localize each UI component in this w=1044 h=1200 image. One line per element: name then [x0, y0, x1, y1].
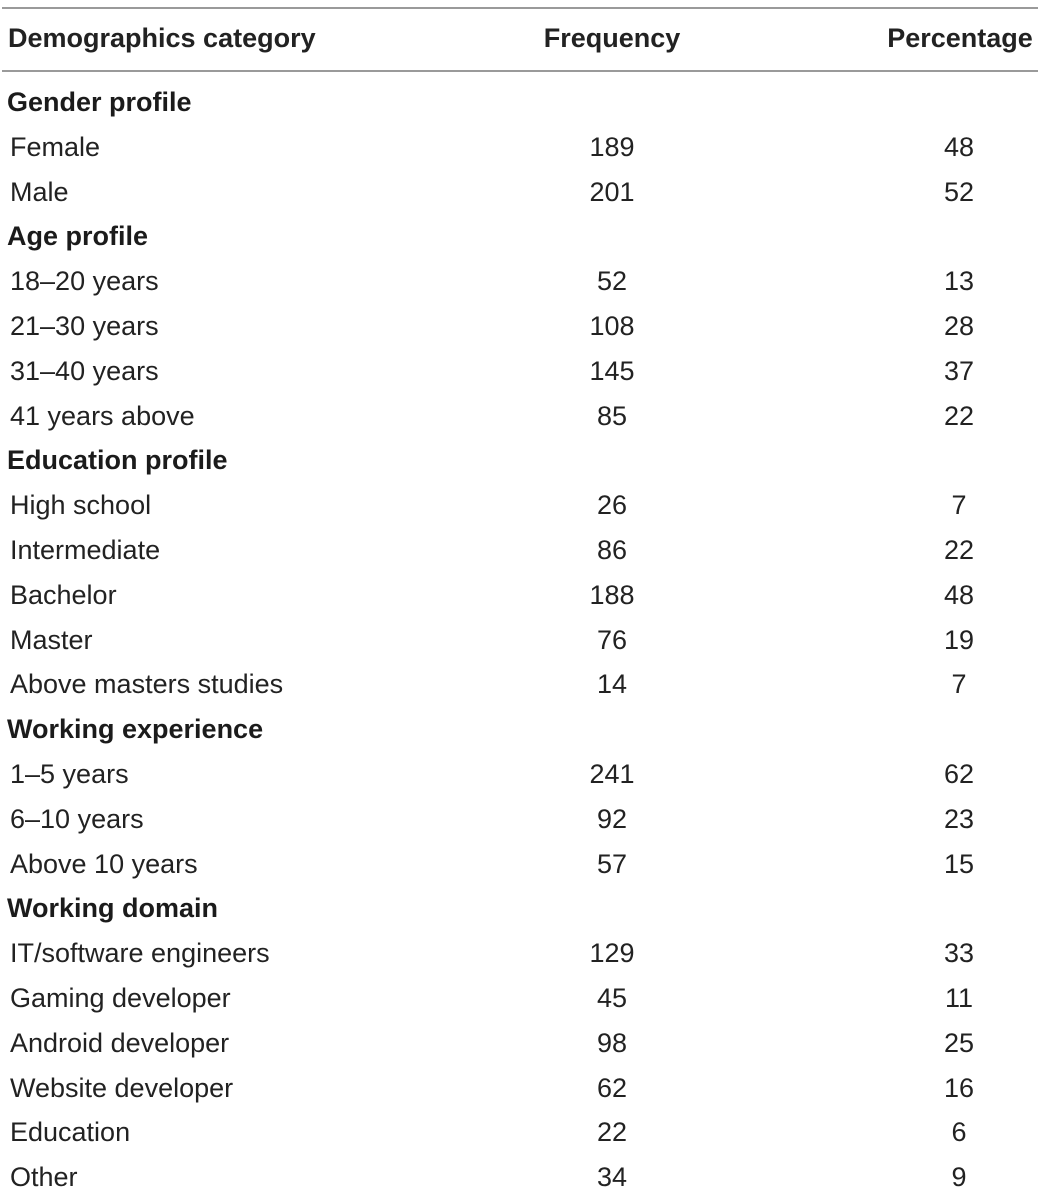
category-cell: High school: [10, 490, 152, 521]
table-body: [0, 80, 1044, 1193]
category-cell: Education: [10, 1117, 131, 1148]
frequency-cell: 201: [589, 176, 635, 207]
frequency-cell: 92: [596, 803, 628, 834]
frequency-cell: 108: [589, 311, 635, 341]
percentage-cell: 13: [943, 266, 975, 297]
table-row: [0, 1021, 1044, 1066]
category-cell: Master: [10, 624, 93, 655]
frequency-cell: 86: [596, 535, 628, 565]
table-row: [0, 259, 1044, 304]
table-row: [0, 1066, 1044, 1111]
table-row: [0, 618, 1044, 663]
table-header-row: [0, 16, 1044, 61]
frequency-cell: 22: [596, 1117, 628, 1148]
table-row: [0, 170, 1044, 215]
section-title: Age profile: [7, 221, 149, 252]
percentage-cell: 48: [943, 579, 975, 610]
header-frequency: Frequency: [543, 23, 681, 53]
category-cell: Female: [10, 131, 101, 162]
section-header-row: [0, 886, 1044, 931]
frequency-cell: 241: [589, 759, 635, 789]
frequency-cell: 34: [596, 1162, 628, 1193]
table-top-rule: [2, 7, 1038, 9]
category-cell: 1–5 years: [10, 759, 129, 789]
section-title: Working experience: [7, 714, 264, 745]
percentage-cell: 52: [943, 176, 975, 207]
category-cell: Gaming developer: [10, 983, 231, 1013]
header-percentage: Percentage: [887, 23, 1033, 53]
table-row: [0, 304, 1044, 349]
category-cell: Intermediate: [10, 535, 161, 565]
section-title: Education profile: [7, 445, 228, 476]
table-row: [0, 349, 1044, 394]
category-cell: Other: [10, 1162, 78, 1193]
category-cell: Above masters studies: [10, 669, 284, 700]
section-title: Working domain: [7, 893, 219, 924]
frequency-cell: 189: [589, 131, 635, 162]
frequency-cell: 62: [596, 1072, 628, 1103]
percentage-cell: 25: [943, 1027, 975, 1058]
percentage-cell: 22: [943, 535, 975, 565]
percentage-cell: 33: [943, 938, 975, 969]
frequency-cell: 26: [596, 490, 628, 521]
frequency-cell: 188: [589, 579, 635, 610]
table-row: [0, 1155, 1044, 1200]
table-row: [0, 125, 1044, 170]
category-cell: 41 years above: [10, 400, 195, 431]
percentage-cell: 23: [943, 803, 975, 834]
table-row: [0, 797, 1044, 842]
table-row: [0, 976, 1044, 1021]
percentage-cell: 48: [943, 131, 975, 162]
category-cell: IT/software engineers: [10, 938, 270, 969]
section-header-row: [0, 707, 1044, 752]
percentage-cell: 37: [943, 355, 975, 386]
table-row: [0, 931, 1044, 976]
category-cell: Bachelor: [10, 579, 117, 610]
table-row: [0, 528, 1044, 573]
frequency-cell: 98: [596, 1027, 628, 1058]
frequency-cell: 14: [596, 669, 628, 700]
frequency-cell: 129: [589, 938, 635, 969]
table-row: [0, 752, 1044, 797]
percentage-cell: 9: [951, 1162, 967, 1193]
category-cell: 6–10 years: [10, 803, 144, 834]
table-row: [0, 842, 1044, 887]
category-cell: 31–40 years: [10, 355, 159, 386]
table-row: [0, 483, 1044, 528]
section-header-row: [0, 80, 1044, 125]
percentage-cell: 62: [943, 759, 975, 789]
frequency-cell: 76: [596, 624, 628, 655]
frequency-cell: 145: [589, 355, 635, 386]
percentage-cell: 22: [943, 400, 975, 431]
percentage-cell: 11: [944, 983, 974, 1013]
frequency-cell: 57: [596, 848, 628, 879]
percentage-cell: 6: [951, 1117, 967, 1148]
header-category: Demographics category: [8, 23, 316, 53]
percentage-cell: 16: [943, 1072, 975, 1103]
category-cell: Android developer: [10, 1027, 230, 1058]
frequency-cell: 52: [596, 266, 628, 297]
category-cell: Male: [10, 176, 69, 207]
table-row: [0, 662, 1044, 707]
table-row: [0, 1110, 1044, 1155]
category-cell: 18–20 years: [10, 266, 159, 297]
frequency-cell: 45: [596, 983, 628, 1013]
frequency-cell: 85: [596, 400, 628, 431]
table-row: [0, 394, 1044, 439]
percentage-cell: 28: [943, 311, 975, 341]
category-cell: Above 10 years: [10, 848, 198, 879]
percentage-cell: 15: [943, 848, 975, 879]
table-row: [0, 573, 1044, 618]
category-cell: 21–30 years: [10, 311, 159, 341]
section-title: Gender profile: [7, 87, 192, 117]
percentage-cell: 7: [951, 669, 967, 700]
category-cell: Website developer: [10, 1072, 234, 1103]
percentage-cell: 7: [951, 490, 967, 521]
section-header-row: [0, 214, 1044, 259]
section-header-row: [0, 438, 1044, 483]
table-header-rule: [2, 70, 1038, 72]
percentage-cell: 19: [943, 624, 975, 655]
